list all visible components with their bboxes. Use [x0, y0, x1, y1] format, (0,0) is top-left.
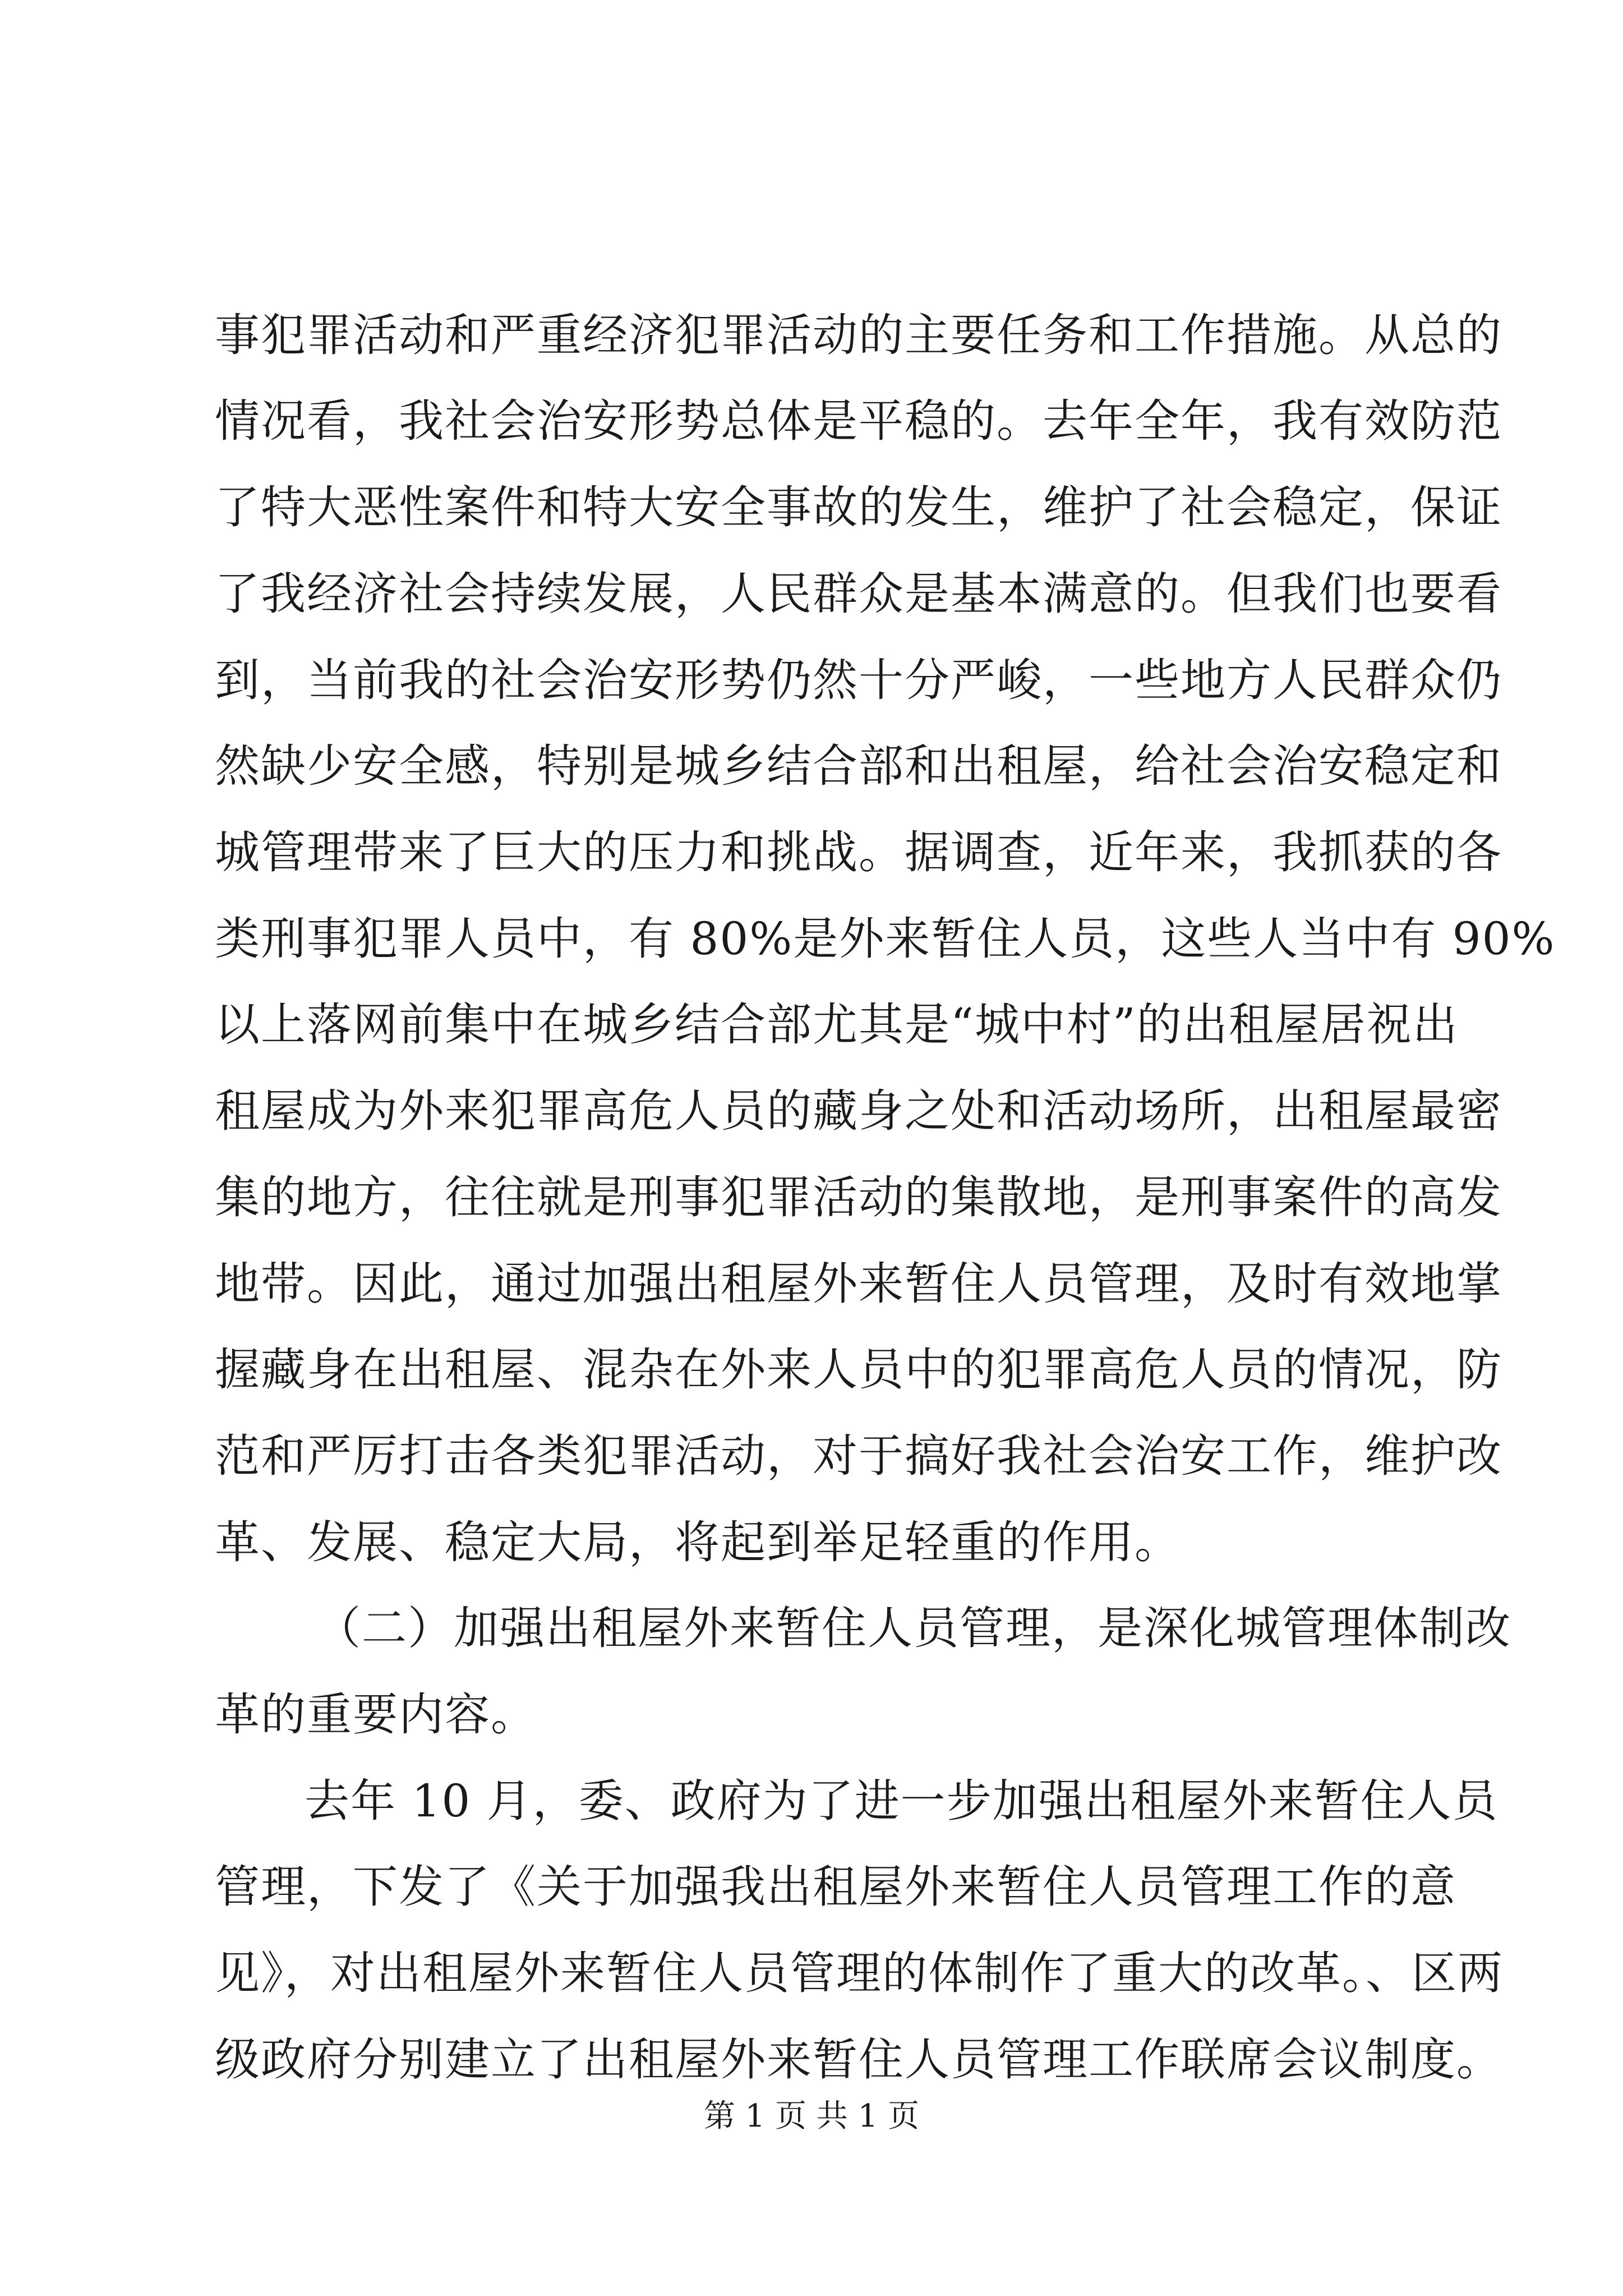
text-line: 管理，下发了《关于加强我出租屋外来暂住人员管理工作的意: [215, 1861, 1456, 1913]
text-line: 事犯罪活动和严重经济犯罪活动的主要任务和工作措施。从总的: [215, 309, 1502, 361]
section-heading-line: （二）加强出租屋外来暂住人员管理，是深化城管理体制改: [316, 1602, 1511, 1654]
text-line: 了特大恶性案件和特大安全事故的发生，维护了社会稳定，保证: [215, 481, 1502, 533]
text-line: 情况看，我社会治安形势总体是平稳的。去年全年，我有效防范: [215, 395, 1502, 447]
text-line: 租屋成为外来犯罪高危人员的藏身之处和活动场所，出租屋最密: [215, 1085, 1502, 1137]
text-line: 见》，对出租屋外来暂住人员管理的体制作了重大的改革。、区两: [215, 1947, 1504, 1999]
text-line: 革、发展、稳定大局，将起到举足轻重的作用。: [215, 1516, 1181, 1568]
text-line: 到，当前我的社会治安形势仍然十分严峻，一些地方人民群众仍: [215, 654, 1502, 706]
page-number-footer: 第 1 页 共 1 页: [703, 2098, 920, 2134]
text-line: 集的地方，往往就是刑事犯罪活动的集散地，是刑事案件的高发: [215, 1171, 1502, 1223]
text-line: 城管理带来了巨大的压力和挑战。据调查，近年来，我抓获的各: [215, 826, 1502, 878]
text-line: 握藏身在出租屋、混杂在外来人员中的犯罪高危人员的情况，防: [215, 1343, 1502, 1396]
section-heading-line: 革的重要内容。: [215, 1688, 537, 1741]
text-line: 然缺少安全感，特别是城乡结合部和出租屋，给社会治安稳定和: [215, 740, 1502, 792]
text-line: 级政府分别建立了出租屋外来暂住人员管理工作联席会议制度。: [215, 2033, 1502, 2086]
text-line: 以上落网前集中在城乡结合部尤其是“城中村”的出租屋居祝出: [215, 999, 1459, 1051]
text-line: 类刑事犯罪人员中，有 80%是外来暂住人员，这些人当中有 90%: [215, 913, 1556, 965]
text-line: 范和严厉打击各类犯罪活动，对于搞好我社会治安工作，维护改: [215, 1430, 1502, 1482]
text-line: 了我经济社会持续发展，人民群众是基本满意的。但我们也要看: [215, 568, 1502, 620]
text-line: 去年 10 月，委、政府为了进一步加强出租屋外来暂住人员: [305, 1775, 1498, 1827]
text-line: 地带。因此，通过加强出租屋外来暂住人员管理，及时有效地掌: [215, 1258, 1502, 1310]
